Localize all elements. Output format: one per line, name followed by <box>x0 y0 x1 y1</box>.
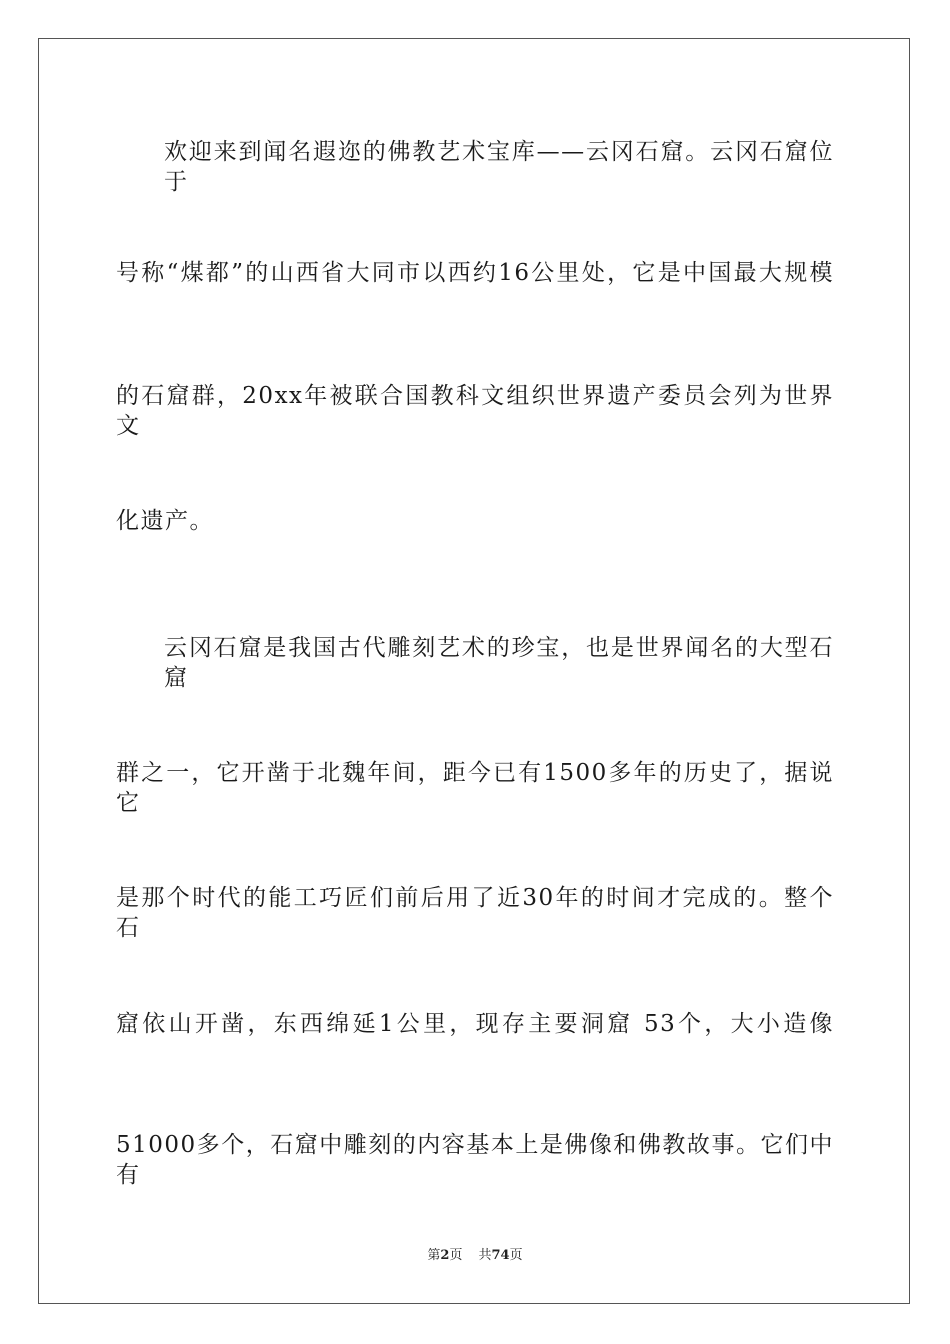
total-pages: 74 <box>491 1248 510 1263</box>
total-prefix: 共 <box>478 1248 492 1263</box>
paragraph-1-line-1: 欢迎来到闻名遐迩的佛教艺术宝库——云冈石窟。云冈石窟位于 <box>164 139 834 195</box>
total-suffix: 页 <box>509 1248 523 1263</box>
page-suffix: 页 <box>449 1248 463 1263</box>
page-prefix: 第 <box>427 1248 441 1263</box>
paragraph-1-line-4: 化遗产。 <box>116 508 214 534</box>
paragraph-2-line-3: 是那个时代的能工巧匠们前后用了近30年的时间才完成的。整个石 <box>116 885 834 941</box>
paragraph-2-line-4: 窟依山开凿，东西绵延1公里，现存主要洞窟 53个，大小造像 <box>116 1011 834 1037</box>
page-footer <box>0 1247 950 1265</box>
paragraph-2-line-1: 云冈石窟是我国古代雕刻艺术的珍宝，也是世界闻名的大型石窟 <box>164 635 834 691</box>
paragraph-2-line-2: 群之一，它开凿于北魏年间，距今已有1500多年的历史了，据说它 <box>116 760 834 816</box>
paragraph-1-line-3: 的石窟群，20xx年被联合国教科文组织世界遗产委员会列为世界文 <box>116 383 834 439</box>
paragraph-2-line-5: 51000多个，石窟中雕刻的内容基本上是佛像和佛教故事。它们中有 <box>116 1132 834 1188</box>
page-number: 2 <box>440 1248 450 1263</box>
paragraph-1-line-2: 号称“煤都”的山西省大同市以西约16公里处，它是中国最大规模 <box>116 260 834 286</box>
